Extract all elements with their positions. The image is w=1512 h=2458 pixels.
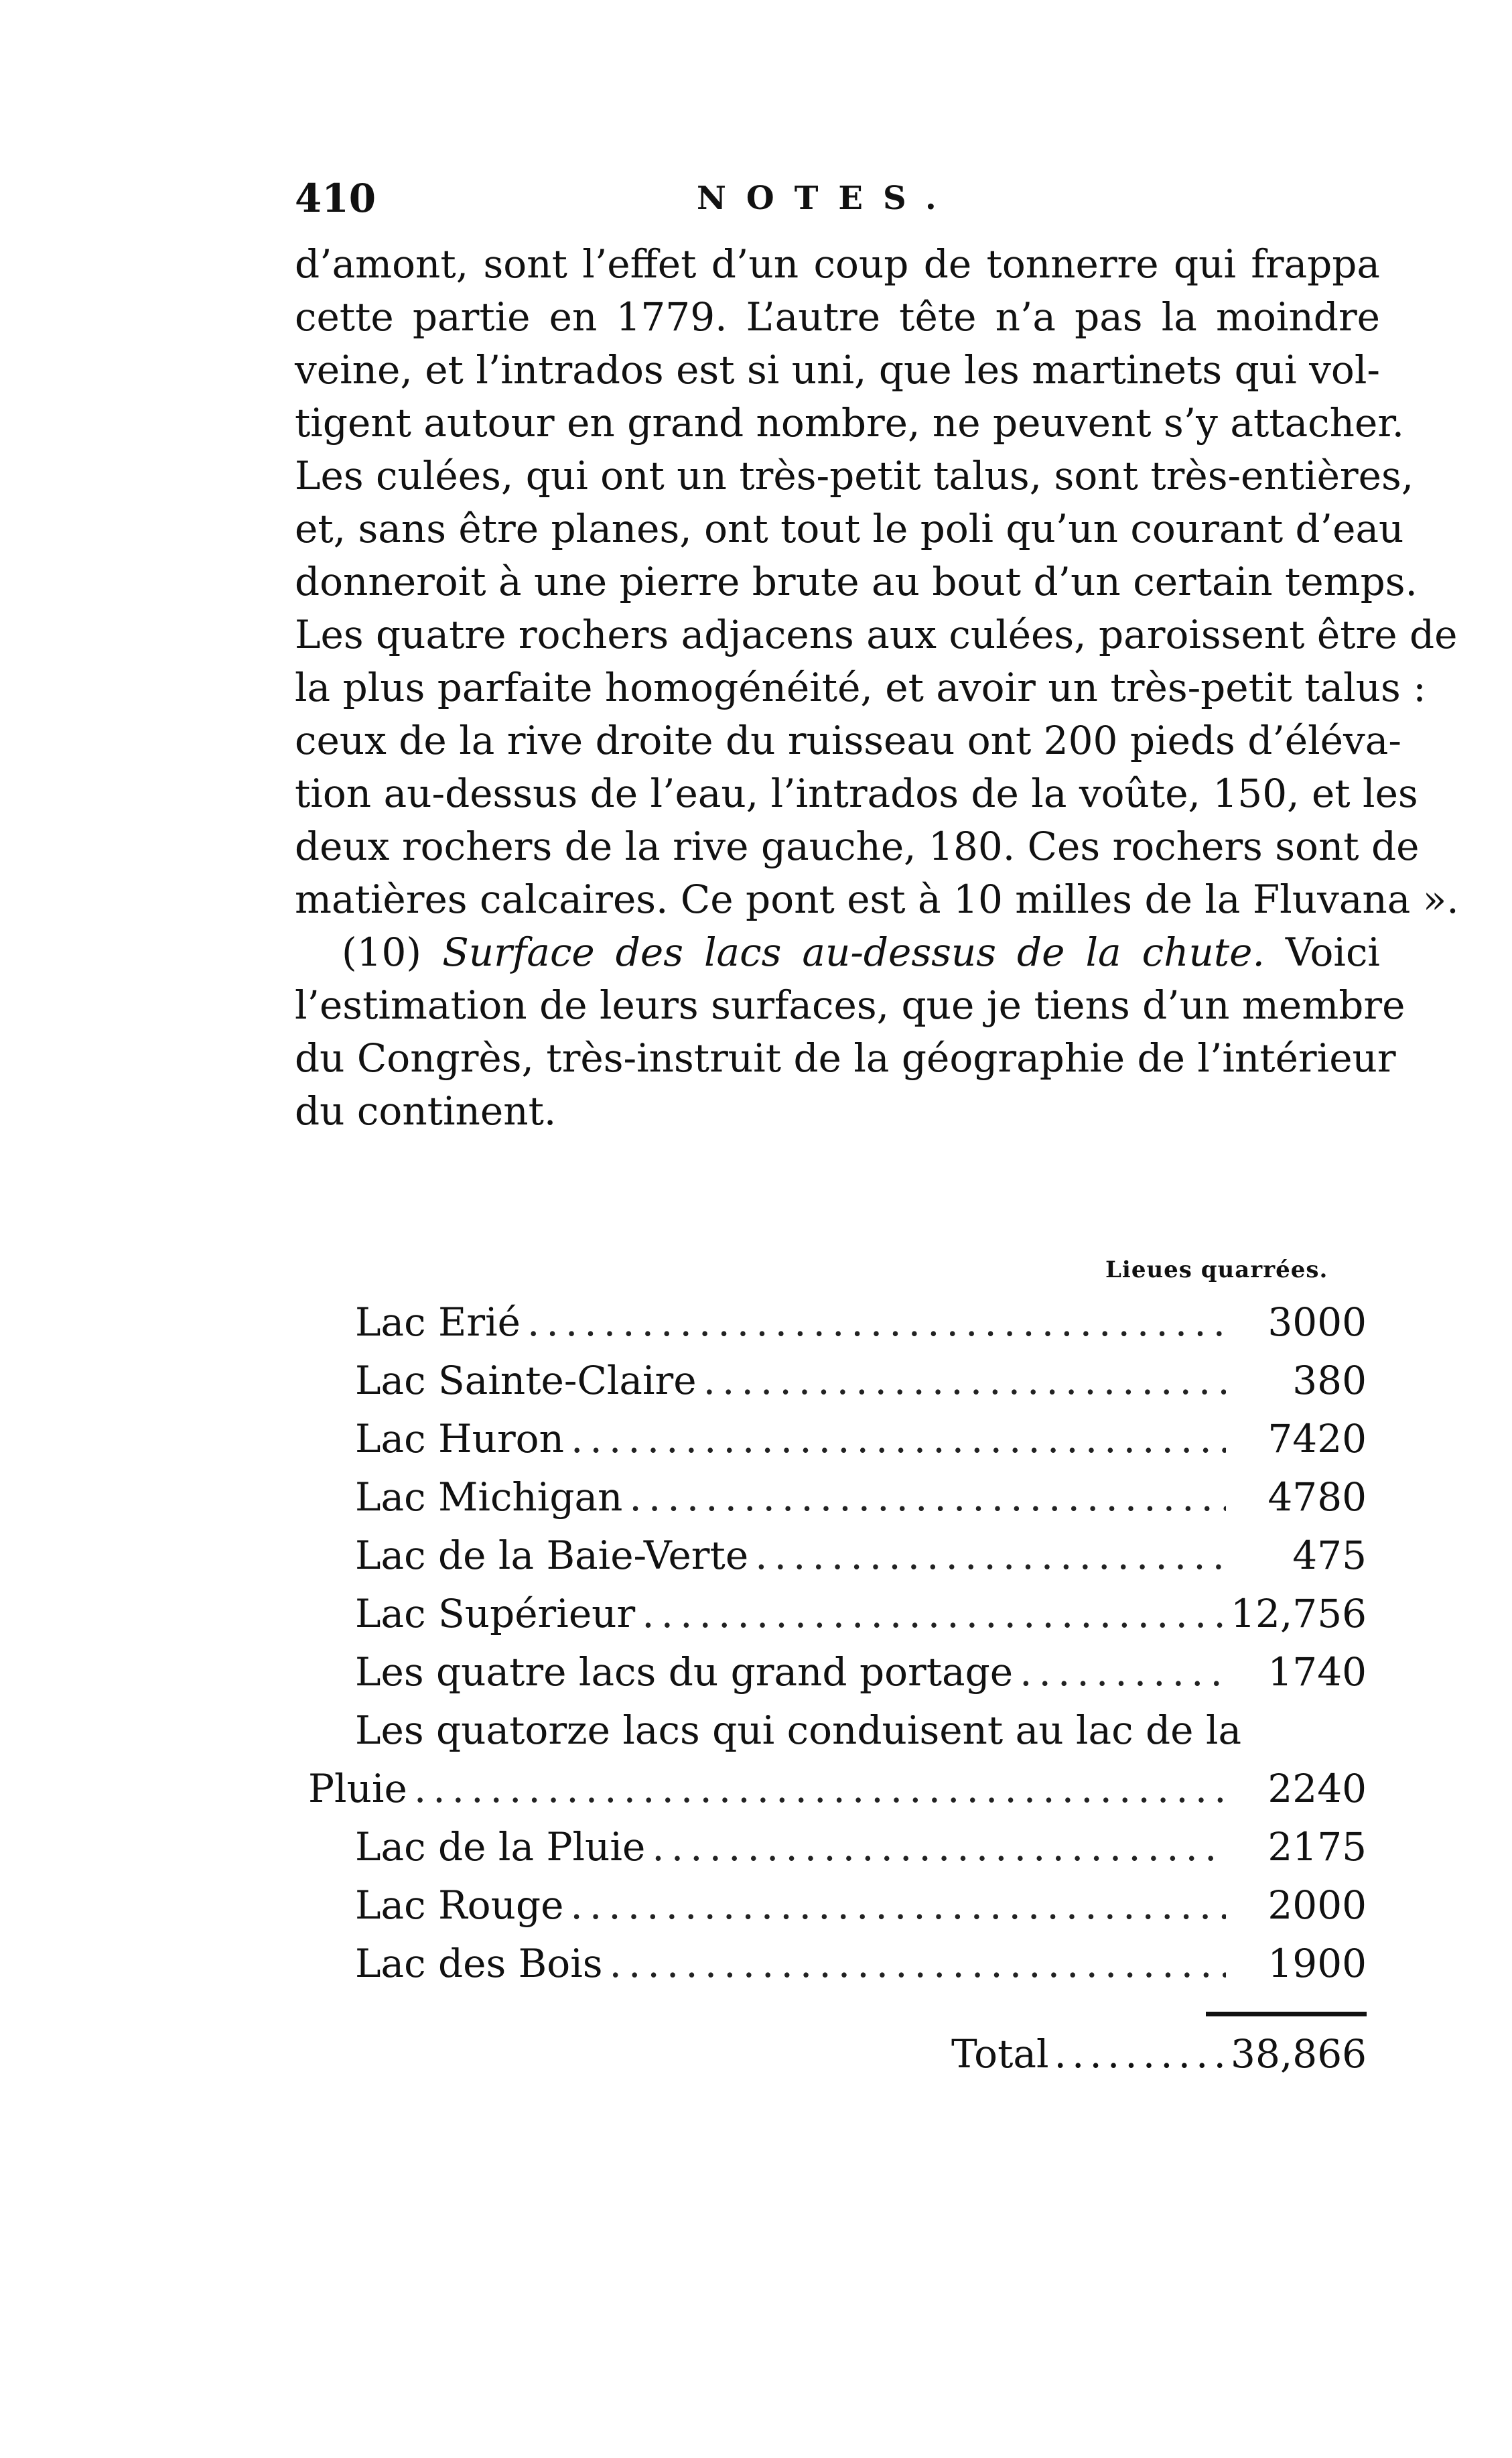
- text-line: et, sans être planes, ont tout le poli qu’un courant d’eau: [295, 506, 1404, 552]
- dot-leader: [703, 1352, 1226, 1410]
- lake-name: Lac de la Pluie: [355, 1824, 646, 1870]
- dot-leader: [642, 1585, 1224, 1643]
- text-line: tion au-dessus de l’eau, l’intrados de la voûte, 150, et les: [295, 771, 1418, 816]
- table-row: [308, 1468, 1367, 1527]
- lake-area: 380: [1292, 1358, 1367, 1403]
- text-line: Les quatre rochers adjacens aux culées, paroissent être de: [295, 612, 1458, 657]
- dot-leader: [610, 1935, 1226, 1993]
- text-line: la plus parfaite homogénéité, et avoir un très-petit talus :: [295, 665, 1426, 710]
- table-row: [308, 1527, 1367, 1585]
- lake-name: Lac Michigan: [355, 1474, 623, 1520]
- lake-area: 12,756: [1231, 1591, 1367, 1636]
- lake-name: Lac de la Baie-Verte: [355, 1533, 749, 1578]
- lake-name: Les quatre lacs du grand portage: [355, 1649, 1014, 1695]
- dot-leader: [755, 1527, 1226, 1585]
- text-line: cette partie en 1779. L’autre tête n’a pas la moindre: [295, 294, 1380, 340]
- dot-leader: [629, 1468, 1226, 1527]
- text-line: l’estimation de leurs surfaces, que je tiens d’un membre: [295, 982, 1405, 1028]
- text-line: veine, et l’intrados est si uni, que les martinets qui vol-: [295, 347, 1380, 393]
- lake-surface-table: [308, 1293, 1367, 1993]
- text-line: du continent.: [295, 1088, 557, 1134]
- table-row: [308, 1410, 1367, 1468]
- running-head: [295, 176, 1373, 229]
- lake-name: Lac Sainte-Claire: [355, 1358, 697, 1403]
- note-title: Surface des lacs au-dessus de la chute.: [442, 929, 1265, 975]
- note-number: (10): [342, 929, 422, 975]
- text-line: matières calcaires. Ce pont est à 10 milles de la Fluvana ».: [295, 877, 1459, 922]
- text-line: ceux de la rive droite du ruisseau ont 200 pieds d’éléva-: [295, 718, 1401, 763]
- lake-area: 2240: [1267, 1766, 1367, 1811]
- lake-name: Lac des Bois: [355, 1941, 603, 1986]
- text-line: donneroit à une pierre brute au bout d’un certain temps.: [295, 559, 1418, 604]
- total-row: [951, 2024, 1367, 2084]
- text-line: Les culées, qui ont un très-petit talus, sont très-entières,: [295, 453, 1414, 499]
- lake-name: Les quatorze lacs qui conduisent au lac de la: [355, 1707, 1242, 1753]
- dot-leader: [652, 1818, 1226, 1876]
- table-unit-header: Lieues quarrées.: [1105, 1256, 1328, 1283]
- table-row: [308, 1352, 1367, 1410]
- lake-area: 475: [1292, 1533, 1367, 1578]
- lake-area: 1900: [1267, 1941, 1367, 1986]
- total-rule: [1206, 2012, 1367, 2016]
- dot-leader: [571, 1410, 1226, 1468]
- lake-name: Pluie: [308, 1766, 407, 1811]
- note-heading-line: [295, 926, 1380, 979]
- table-row: [308, 1585, 1367, 1643]
- table-row: [308, 1818, 1367, 1876]
- body-text: [295, 238, 1459, 1138]
- lake-name: Lac Huron: [355, 1416, 564, 1462]
- table-row: [308, 1760, 1367, 1818]
- text-line: d’amont, sont l’effet d’un coup de tonnerre qui frappa: [295, 241, 1380, 287]
- dot-leader: [1020, 1643, 1226, 1701]
- lake-area: 4780: [1267, 1474, 1367, 1520]
- page-number: 410: [295, 176, 376, 221]
- note-first-line-rest: Voici: [1285, 929, 1380, 975]
- lake-area: 2000: [1267, 1882, 1367, 1928]
- table-row: [308, 1701, 1367, 1760]
- total-value: 38,866: [1231, 2031, 1367, 2077]
- lake-name: Lac Erié: [355, 1299, 521, 1345]
- lake-area: 1740: [1267, 1649, 1367, 1695]
- lake-name: Lac Rouge: [355, 1882, 564, 1928]
- lake-area: 2175: [1267, 1824, 1367, 1870]
- table-row: [308, 1935, 1367, 1993]
- table-row: [308, 1293, 1367, 1352]
- dot-leader: [527, 1293, 1226, 1352]
- lake-name: Lac Supérieur: [355, 1591, 636, 1636]
- dot-leader: [570, 1876, 1226, 1935]
- dot-leader: [1054, 2024, 1226, 2084]
- lake-area: 7420: [1267, 1416, 1367, 1462]
- text-line: du Congrès, très-instruit de la géographie de l’intérieur: [295, 1035, 1396, 1081]
- table-row: [308, 1876, 1367, 1935]
- table-row: [308, 1643, 1367, 1701]
- text-line: deux rochers de la rive gauche, 180. Ces rochers sont de: [295, 824, 1420, 869]
- lake-area: 3000: [1267, 1299, 1367, 1345]
- text-line: tigent autour en grand nombre, ne peuvent s’y attacher.: [295, 400, 1405, 446]
- header-title: NOTES.: [697, 180, 957, 217]
- dot-leader: [414, 1760, 1226, 1818]
- total-label: Total: [951, 2031, 1049, 2077]
